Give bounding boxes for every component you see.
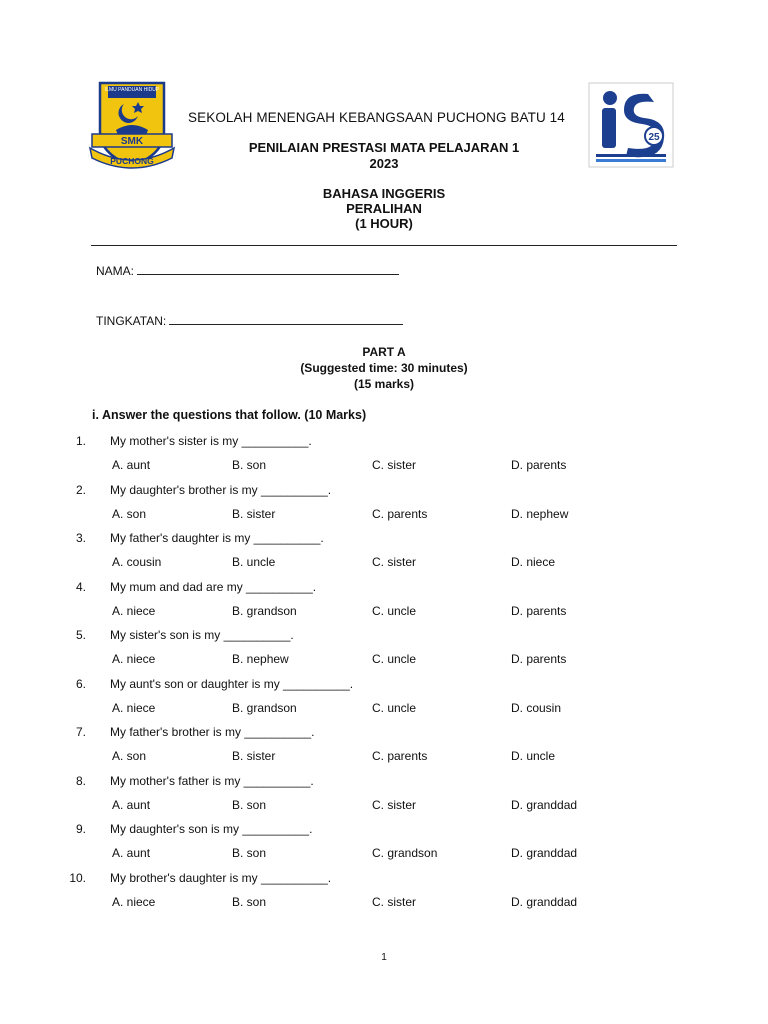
question-number: 9. [75, 822, 86, 836]
class-label: TINGKATAN: [96, 314, 167, 328]
question-text: My father's brother is my __________. [110, 725, 315, 739]
crest-motto: ILMU PANDUAN HIDUP [104, 87, 160, 93]
answer-option[interactable]: C. sister [372, 797, 417, 812]
name-label: NAMA: [96, 264, 135, 278]
answer-option[interactable]: A. niece [112, 603, 156, 618]
answer-option[interactable]: C. uncle [372, 700, 417, 715]
question-item [0, 628, 768, 668]
exam-duration: (1 HOUR) [355, 216, 413, 231]
subject-title: BAHASA INGGERIS [322, 186, 446, 201]
question-item [0, 531, 768, 571]
answer-option[interactable]: B. son [232, 894, 267, 909]
logo-number: 25 [648, 132, 660, 143]
question-number: 3. [75, 531, 86, 545]
answer-option[interactable]: C. uncle [372, 652, 417, 666]
answer-option[interactable]: A. cousin [112, 555, 162, 569]
question-text: My daughter's brother is my __________. [110, 482, 332, 497]
section-instruction: i. Answer the questions that follow. (10 Marks) [92, 408, 367, 422]
exam-title: PENILAIAN PRESTASI MATA PELAJARAN 1 [248, 140, 520, 155]
question-text: My mother's father is my __________. [110, 773, 314, 788]
answer-option[interactable]: C. grandson [372, 846, 438, 860]
question-item [0, 822, 768, 862]
question-number: 6. [75, 676, 86, 691]
answer-option[interactable]: B. nephew [232, 652, 289, 666]
answer-option[interactable]: C. sister [372, 458, 417, 472]
answer-option[interactable]: A. son [112, 506, 147, 521]
question-text: My mother's sister is my __________. [110, 434, 312, 448]
question-text: My sister's son is my __________. [110, 628, 294, 642]
school-name: SEKOLAH MENENGAH KEBANGSAAN PUCHONG BATU 14 [188, 110, 565, 125]
answer-option[interactable]: B. son [232, 797, 267, 812]
question-text: My brother's daughter is my __________. [110, 870, 332, 885]
answer-option[interactable]: C. parents [372, 749, 428, 763]
question-number: 1. [75, 434, 86, 448]
question-number: 5. [75, 628, 86, 642]
answer-option[interactable]: D. niece [511, 555, 556, 569]
question-item [0, 580, 768, 620]
answer-option[interactable]: B. son [232, 458, 267, 472]
crest-place: PUCHONG [110, 156, 154, 166]
answer-option[interactable]: D. granddad [511, 894, 578, 909]
answer-option[interactable]: A. aunt [112, 846, 151, 860]
answer-option[interactable]: D. nephew [511, 506, 569, 521]
question-item [0, 434, 768, 474]
question-item [0, 774, 768, 814]
answer-option[interactable]: B. grandson [232, 700, 297, 715]
page-number: 1 [381, 952, 387, 963]
answer-option[interactable]: C. parents [372, 506, 428, 521]
answer-option[interactable]: B. son [232, 846, 267, 860]
question-item [0, 871, 768, 911]
answer-option[interactable]: D. parents [511, 603, 567, 618]
answer-option[interactable]: C. sister [372, 894, 417, 909]
subject-level: PERALIHAN [346, 201, 422, 216]
answer-option[interactable]: D. granddad [511, 797, 578, 812]
answer-option[interactable]: D. cousin [511, 700, 562, 715]
answer-option[interactable]: C. sister [372, 555, 417, 569]
question-number: 7. [75, 725, 86, 739]
exam-year: 2023 [369, 156, 399, 171]
answer-option[interactable]: A. niece [112, 652, 156, 666]
question-text: My aunt's son or daughter is my __________. [110, 676, 354, 691]
answer-option[interactable]: D. parents [511, 458, 567, 472]
part-suggested-time: (Suggested time: 30 minutes) [300, 361, 468, 375]
question-number: 2. [75, 482, 86, 497]
answer-option[interactable]: B. sister [232, 749, 276, 763]
question-item [0, 677, 768, 717]
answer-option[interactable]: A. niece [112, 700, 156, 715]
answer-option[interactable]: A. son [112, 749, 147, 763]
answer-option[interactable]: D. uncle [511, 749, 556, 763]
answer-option[interactable]: C. uncle [372, 603, 417, 618]
answer-option[interactable]: A. aunt [112, 458, 151, 472]
answer-option[interactable]: B. grandson [232, 603, 297, 618]
question-text: My father's daughter is my __________. [110, 531, 324, 545]
answer-option[interactable]: D. granddad [511, 846, 578, 860]
question-item [0, 725, 768, 765]
answer-option[interactable]: A. niece [112, 894, 156, 909]
answer-option[interactable]: A. aunt [112, 797, 151, 812]
answer-option[interactable]: D. parents [511, 652, 567, 666]
question-text: My mum and dad are my __________. [110, 579, 317, 594]
part-marks: (15 marks) [353, 377, 415, 391]
question-text: My daughter's son is my __________. [110, 822, 313, 836]
answer-option[interactable]: B. sister [232, 506, 276, 521]
question-number: 8. [75, 773, 86, 788]
question-number: 4. [75, 579, 86, 594]
question-item [0, 483, 768, 523]
answer-option[interactable]: B. uncle [232, 555, 276, 569]
crest-initials: SMK [120, 136, 144, 147]
question-number: 10. [69, 870, 86, 885]
part-title: PART A [362, 345, 406, 359]
